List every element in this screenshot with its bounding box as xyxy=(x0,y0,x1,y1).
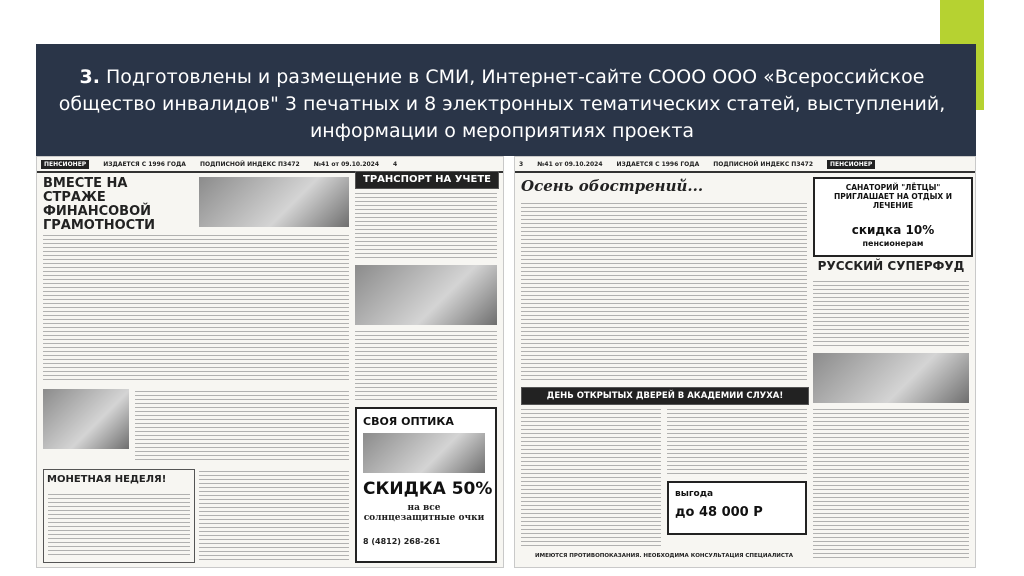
slide-title-text: Подготовлены и размещение в СМИ, Интернет-сайте СООО ООО «Всероссийское общество инвалидов" 3 печатных и 8 электронных тематических статей, выступлений, информации о мероприятиях проекта xyxy=(58,66,946,142)
newspaper-page-right xyxy=(514,156,976,568)
article-body-text xyxy=(521,201,807,381)
newspaper-logo: ПЕНСИОНЕР xyxy=(827,160,875,169)
title-banner xyxy=(36,44,976,156)
article-left-3 xyxy=(43,469,195,563)
masthead-page-number: 3 xyxy=(519,160,524,168)
article-body-text xyxy=(199,469,349,561)
article-photo-meeting xyxy=(43,389,129,449)
ad-phone: 8 (4812) 268-261 xyxy=(363,537,441,546)
masthead-index: ПОДПИСНОЙ ИНДЕКС П3472 xyxy=(713,160,814,168)
article-body-text xyxy=(355,329,497,401)
newspaper-logo: ПЕНСИОНЕР xyxy=(41,160,89,169)
footer-disclaimer: ИМЕЮТСЯ ПРОТИВОПОКАЗАНИЯ. НЕОБХОДИМА КОНСУЛЬТАЦИЯ СПЕЦИАЛИСТА xyxy=(535,553,793,559)
promo-label: выгода xyxy=(675,489,714,499)
article-photo-coins xyxy=(199,177,349,227)
article-right-1 xyxy=(521,179,801,193)
article-body-text xyxy=(813,279,969,349)
article-left-1 xyxy=(43,177,193,233)
article-headline: ВМЕСТЕ НА СТРАЖЕ ФИНАНСОВОЙ ГРАМОТНОСТИ xyxy=(43,176,155,233)
article-body-text xyxy=(135,389,349,463)
article-body-text xyxy=(521,407,661,547)
article-right-2-header xyxy=(521,387,809,405)
masthead-index: ПОДПИСНОЙ ИНДЕКС П3472 xyxy=(199,160,300,168)
masthead-issue: №41 от 09.10.2024 xyxy=(313,160,380,168)
article-headline: Осень обострений... xyxy=(521,177,704,195)
ad-photo-glasses xyxy=(363,433,485,473)
masthead-since: ИЗДАЕТСЯ С 1996 ГОДА xyxy=(616,160,700,168)
promo-box xyxy=(667,481,807,535)
masthead-page-number: 4 xyxy=(393,160,398,168)
article-photo-berries xyxy=(813,353,969,403)
article-photo-car xyxy=(355,265,497,325)
article-headline: ДЕНЬ ОТКРЫТЫХ ДВЕРЕЙ В АКАДЕМИИ СЛУХА! xyxy=(546,391,784,401)
slide-title xyxy=(52,64,952,145)
masthead-since: ИЗДАЕТСЯ С 1996 ГОДА xyxy=(103,160,186,168)
ad-discount: СКИДКА 50% xyxy=(363,479,493,499)
ad-brand: СВОЯ ОПТИКА xyxy=(363,415,454,428)
article-body-text xyxy=(355,191,497,261)
article-left-2-header xyxy=(355,171,499,189)
article-body-text xyxy=(43,233,349,383)
article-body-text xyxy=(48,492,190,558)
ad-optics xyxy=(355,407,497,563)
ad-title: САНАТОРИЙ "ЛЁТЦЫ" ПРИГЛАШАЕТ НА ОТДЫХ И ЛЕЧЕНИЕ xyxy=(833,183,953,210)
masthead-issue: №41 от 09.10.2024 xyxy=(537,160,603,168)
article-headline: МОНЕТНАЯ НЕДЕЛЯ! xyxy=(47,474,167,485)
ad-subtitle: на все солнцезащитные очки xyxy=(363,503,485,523)
slide-number: 3. xyxy=(79,66,100,88)
promo-amount: до 48 000 Р xyxy=(675,505,763,520)
article-right-3 xyxy=(813,259,969,273)
ad-discount: скидка 10% xyxy=(851,223,935,237)
masthead-right xyxy=(515,157,975,173)
ad-sanatorium xyxy=(813,177,973,257)
ad-audience: пенсионерам xyxy=(862,239,924,248)
article-headline: ТРАНСПОРТ НА УЧЕТЕ xyxy=(363,174,491,185)
article-body-text xyxy=(667,407,807,477)
newspaper-page-left xyxy=(36,156,504,568)
article-headline: РУССКИЙ СУПЕРФУД xyxy=(817,259,965,273)
article-body-text xyxy=(813,407,969,561)
